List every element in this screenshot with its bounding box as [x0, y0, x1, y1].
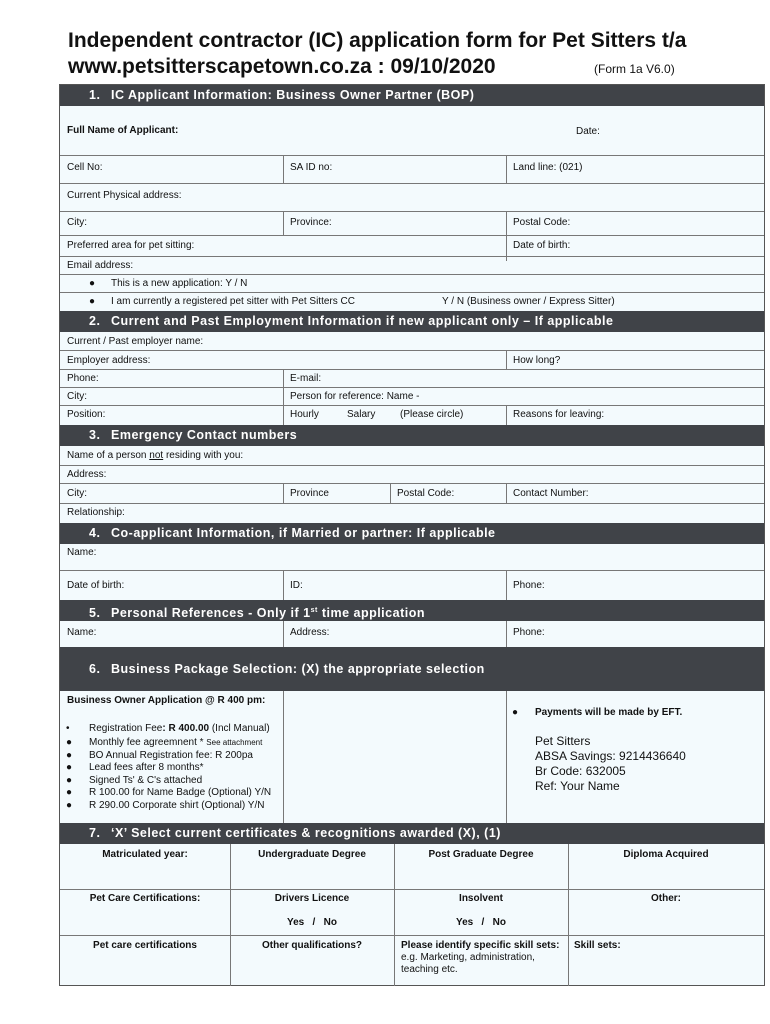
other-qualifications-field[interactable]: Other qualifications? [261, 940, 362, 951]
full-name-field[interactable]: Full Name of Applicant: [67, 125, 179, 136]
section-1-header [60, 85, 764, 106]
emergency-name-label-not: not [149, 450, 164, 461]
co-applicant-name-field[interactable]: Name: [67, 547, 97, 558]
pay-account-number: ABSA Savings: 9214436640 [535, 749, 686, 763]
section-6-header [60, 647, 764, 691]
bullet-icon: ● [66, 762, 73, 773]
bullet-icon: ● [66, 800, 73, 811]
new-application-choice[interactable]: This is a new application: Y / N [111, 278, 248, 289]
province-field[interactable]: Province: [290, 217, 332, 228]
drivers-licence-yes-no[interactable]: Yes / No [286, 917, 338, 928]
application-form [59, 84, 765, 986]
emergency-address-field[interactable]: Address: [67, 469, 107, 480]
section-2-header [60, 311, 764, 332]
registered-sitter-choice[interactable]: Y / N (Business owner / Express Sitter) [442, 296, 615, 307]
monthly-fee-item[interactable] [89, 737, 262, 748]
section-7-number: 7. [89, 826, 101, 840]
skills-example-line2: teaching etc. [401, 964, 458, 975]
emergency-name-label-post: residing with you: [163, 450, 244, 461]
landline-field[interactable]: Land line: (021) [513, 162, 583, 173]
section-5-header [60, 600, 764, 621]
matric-year-field[interactable]: Matriculated year: [102, 849, 188, 860]
emergency-postal-field[interactable]: Postal Code: [397, 488, 455, 499]
registration-fee-label: Registration Fee [89, 723, 163, 734]
bo-application-label: Business Owner Application @ R 400 pm: [67, 695, 266, 706]
bo-annual-fee-item[interactable]: BO Annual Registration fee: R 200pa [89, 750, 253, 761]
cell-no-field[interactable]: Cell No: [67, 162, 103, 173]
registration-fee-amount: : R 400.00 [162, 723, 210, 734]
emergency-name-label-pre: Name of a person [67, 450, 150, 461]
section-7-title: ‘X’ Select current certificates & recognitions awarded (X), (1) [111, 826, 501, 840]
bullet-icon: ● [512, 707, 519, 718]
corporate-shirt-item[interactable]: R 290.00 Corporate shirt (Optional) Y/N [89, 800, 265, 811]
employer-address-field[interactable]: Employer address: [67, 355, 151, 366]
co-applicant-id-field[interactable]: ID: [290, 580, 303, 591]
please-circle-note: (Please circle) [400, 409, 464, 420]
email-field[interactable]: Email address: [67, 260, 134, 271]
see-attachment-note: See attachment [206, 738, 263, 747]
registration-fee-note: (Incl Manual) [209, 723, 270, 734]
pet-care-certs-field[interactable]: Pet Care Certifications: [89, 893, 201, 904]
emergency-province-field[interactable]: Province [290, 488, 329, 499]
emergency-name-field[interactable] [67, 450, 243, 461]
reference-name-field[interactable]: Person for reference: Name - [290, 391, 420, 402]
bullet-icon: • [66, 723, 70, 734]
section-7-header [60, 823, 764, 844]
emergency-contact-field[interactable]: Contact Number: [513, 488, 589, 499]
reasons-leaving-field[interactable]: Reasons for leaving: [513, 409, 605, 420]
lead-fees-item[interactable]: Lead fees after 8 months* [89, 762, 204, 773]
insolvent-yes-no[interactable]: Yes / No [455, 917, 507, 928]
name-badge-item[interactable]: R 100.00 for Name Badge (Optional) Y/N [89, 787, 272, 798]
co-applicant-phone-field[interactable]: Phone: [513, 580, 545, 591]
dob-field[interactable]: Date of birth: [513, 240, 571, 251]
employer-name-field[interactable]: Current / Past employer name: [67, 336, 204, 347]
section-6-title: Business Package Selection: (X) the appropriate selection [111, 662, 485, 676]
form-title-line2: www.petsitterscapetown.co.za : 09/10/2020 [68, 55, 496, 78]
employer-phone-field[interactable]: Phone: [67, 373, 99, 384]
payments-eft-note: Payments will be made by EFT. [535, 707, 683, 718]
reference-phone-field[interactable]: Phone: [513, 627, 545, 638]
skills-identify-label: Please identify specific skill sets: [401, 940, 560, 951]
section-2-title: Current and Past Employment Information if new applicant only – If applicable [111, 314, 614, 328]
section-5-title-sup: st [310, 607, 318, 614]
bullet-icon: ● [89, 278, 96, 289]
co-applicant-dob-field[interactable]: Date of birth: [67, 580, 125, 591]
section-3-header [60, 425, 764, 446]
preferred-area-field[interactable]: Preferred area for pet sitting: [67, 240, 195, 251]
hourly-option[interactable]: Hourly [290, 409, 319, 420]
emergency-city-field[interactable]: City: [67, 488, 87, 499]
city-field[interactable]: City: [67, 217, 87, 228]
section-4-title: Co-applicant Information, if Married or partner: If applicable [111, 526, 496, 540]
section-1-title: IC Applicant Information: Business Owner Partner (BOP) [111, 88, 475, 102]
undergrad-degree-field[interactable]: Undergraduate Degree [258, 849, 366, 860]
form-version: (Form 1a V6.0) [594, 62, 675, 76]
section-5-title-post: time application [317, 606, 425, 621]
registration-fee-item[interactable] [89, 723, 270, 734]
employer-email-field[interactable]: E-mail: [290, 373, 322, 384]
section-1-number: 1. [89, 88, 101, 102]
pay-branch-code: Br Code: 632005 [535, 764, 626, 778]
form-title-line1: Independent contractor (IC) application form for Pet Sitters t/a [68, 29, 687, 52]
section-2-number: 2. [89, 314, 101, 328]
pet-care-certs-field-2[interactable]: Pet care certifications [93, 940, 197, 951]
postgrad-degree-field[interactable]: Post Graduate Degree [428, 849, 534, 860]
insolvent-field: Insolvent [459, 893, 503, 904]
how-long-field[interactable]: How long? [513, 355, 561, 366]
pay-account-name: Pet Sitters [535, 734, 591, 748]
skill-sets-field[interactable]: Skill sets: [574, 940, 621, 951]
position-field[interactable]: Position: [67, 409, 106, 420]
other-field[interactable]: Other: [651, 893, 681, 904]
salary-option[interactable]: Salary [347, 409, 376, 420]
bullet-icon: ● [66, 737, 73, 748]
bullet-icon: ● [66, 787, 73, 798]
employer-city-field[interactable]: City: [67, 391, 87, 402]
section-5-number: 5. [89, 606, 101, 621]
bullet-icon: ● [89, 296, 96, 307]
section-3-number: 3. [89, 428, 101, 442]
section-5-title: Personal References - Only if 1 [111, 606, 311, 621]
relationship-field[interactable]: Relationship: [67, 507, 125, 518]
physical-address-field[interactable]: Current Physical address: [67, 190, 182, 201]
sa-id-field[interactable]: SA ID no: [290, 162, 333, 173]
registered-sitter-text: I am currently a registered pet sitter with Pet Sitters CC [111, 296, 355, 307]
postal-code-field[interactable]: Postal Code: [513, 217, 571, 228]
signed-tcs-item[interactable]: Signed Ts' & C's attached [89, 775, 203, 786]
bullet-icon: ● [66, 775, 73, 786]
pay-reference: Ref: Your Name [535, 779, 620, 793]
drivers-licence-field: Drivers Licence [274, 893, 350, 904]
skills-example-line1: e.g. Marketing, administration, [401, 952, 535, 963]
reference-address-field[interactable]: Address: [290, 627, 330, 638]
section-4-number: 4. [89, 526, 101, 540]
monthly-fee-label: Monthly fee agreemnent * [89, 737, 204, 748]
date-field[interactable]: Date: [576, 126, 600, 137]
section-3-title: Emergency Contact numbers [111, 428, 298, 442]
section-6-number: 6. [89, 662, 101, 676]
reference-name-field[interactable]: Name: [67, 627, 97, 638]
section-4-header [60, 523, 764, 544]
bullet-icon: ● [66, 750, 73, 761]
diploma-field[interactable]: Diploma Acquired [623, 849, 709, 860]
